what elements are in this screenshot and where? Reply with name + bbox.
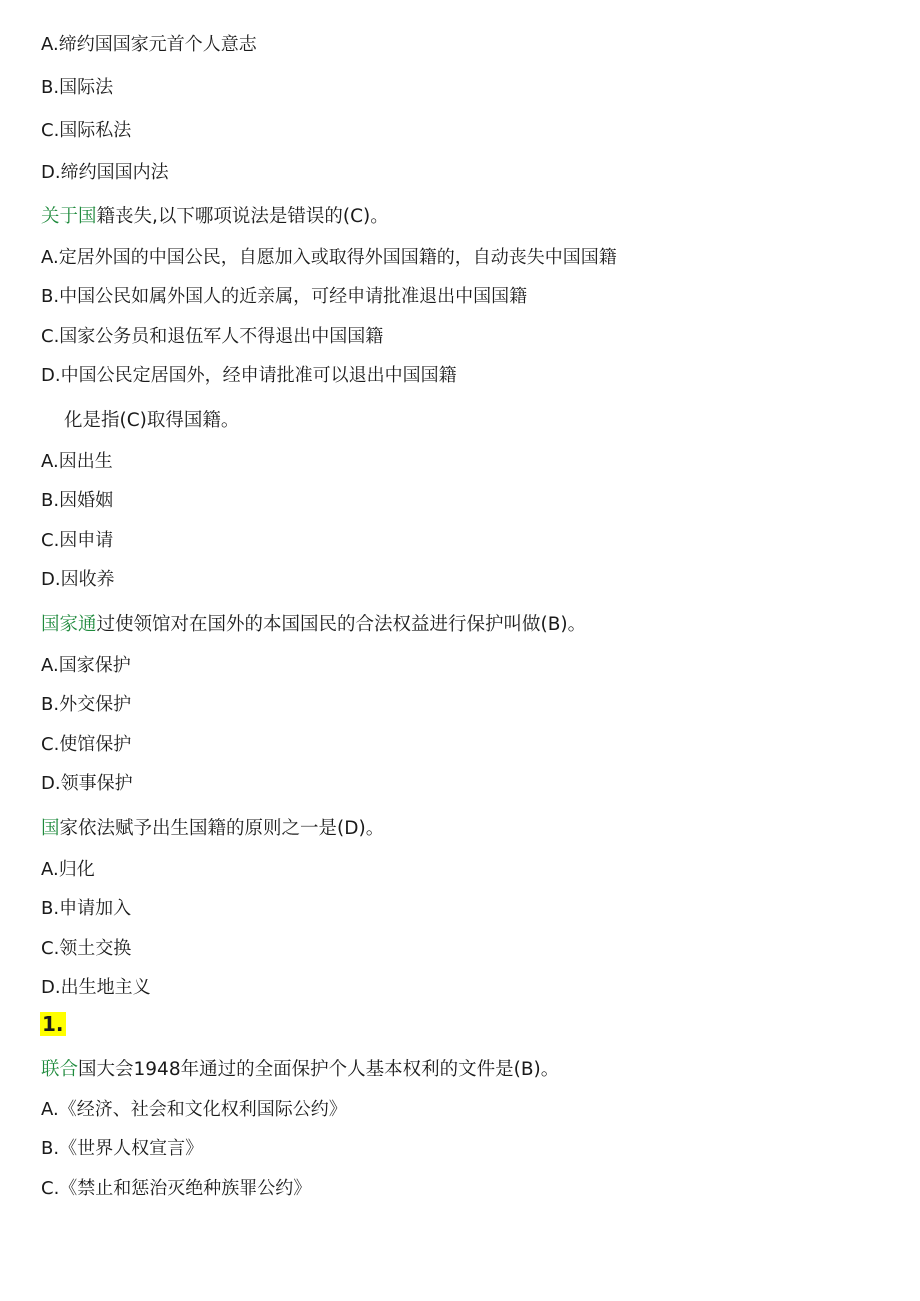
option-a: A.归化: [41, 859, 95, 880]
question-text: 家依法赋予出生国籍的原则之一是(D)。: [59, 818, 385, 839]
option-c: C.因申请: [41, 530, 114, 551]
option-b: B.申请加入: [41, 898, 132, 919]
option-c: C.国际私法: [41, 120, 132, 141]
question-diplomatic-protection: [41, 613, 586, 637]
option-c: C.领土交换: [41, 938, 132, 959]
option-d: D.领事保护: [41, 773, 133, 794]
option-c: C.《禁止和惩治灭绝种族罪公约》: [41, 1178, 312, 1199]
option-b: B.因婚姻: [41, 490, 114, 511]
question-prefix: 联合: [41, 1059, 79, 1080]
question-nationality-loss: [41, 205, 389, 229]
option-c: C.国家公务员和退伍军人不得退出中国国籍: [41, 326, 384, 347]
section-number: 1.: [42, 1012, 64, 1036]
question-prefix: 国: [41, 818, 60, 839]
option-a: A.《经济、社会和文化权利国际公约》: [41, 1099, 347, 1120]
option-b: B.中国公民如属外国人的近亲属，可经申请批准退出中国国籍: [41, 286, 528, 307]
option-b: B.外交保护: [41, 694, 132, 715]
question-birth-nationality: [41, 817, 384, 841]
question-text: 过使领馆对在国外的本国国民的合法权益进行保护叫做(B)。: [96, 614, 587, 635]
option-d: D.中国公民定居国外，经申请批准可以退出中国国籍: [41, 365, 457, 386]
option-d: D.出生地主义: [41, 977, 151, 998]
question-naturalization: 化是指(C)取得国籍。: [64, 410, 240, 431]
question-prefix: 关于国: [41, 206, 97, 227]
question-human-rights: [41, 1058, 559, 1082]
option-a: A.因出生: [41, 451, 113, 472]
question-text: 籍丧失,以下哪项说法是错误的(C)。: [96, 206, 389, 227]
option-b: B.国际法: [41, 77, 114, 98]
option-c: C.使馆保护: [41, 734, 132, 755]
option-b: B.《世界人权宣言》: [41, 1138, 204, 1159]
question-text: 国大会1948年通过的全面保护个人基本权利的文件是(B)。: [78, 1059, 560, 1080]
option-a: A.缔约国国家元首个人意志: [41, 34, 257, 55]
option-a: A.定居外国的中国公民，自愿加入或取得外国国籍的，自动丧失中国国籍: [41, 247, 617, 268]
option-d: D.缔约国国内法: [41, 162, 169, 183]
option-d: D.因收养: [41, 569, 115, 590]
option-a: A.国家保护: [41, 655, 131, 676]
question-prefix: 国家通: [41, 614, 97, 635]
